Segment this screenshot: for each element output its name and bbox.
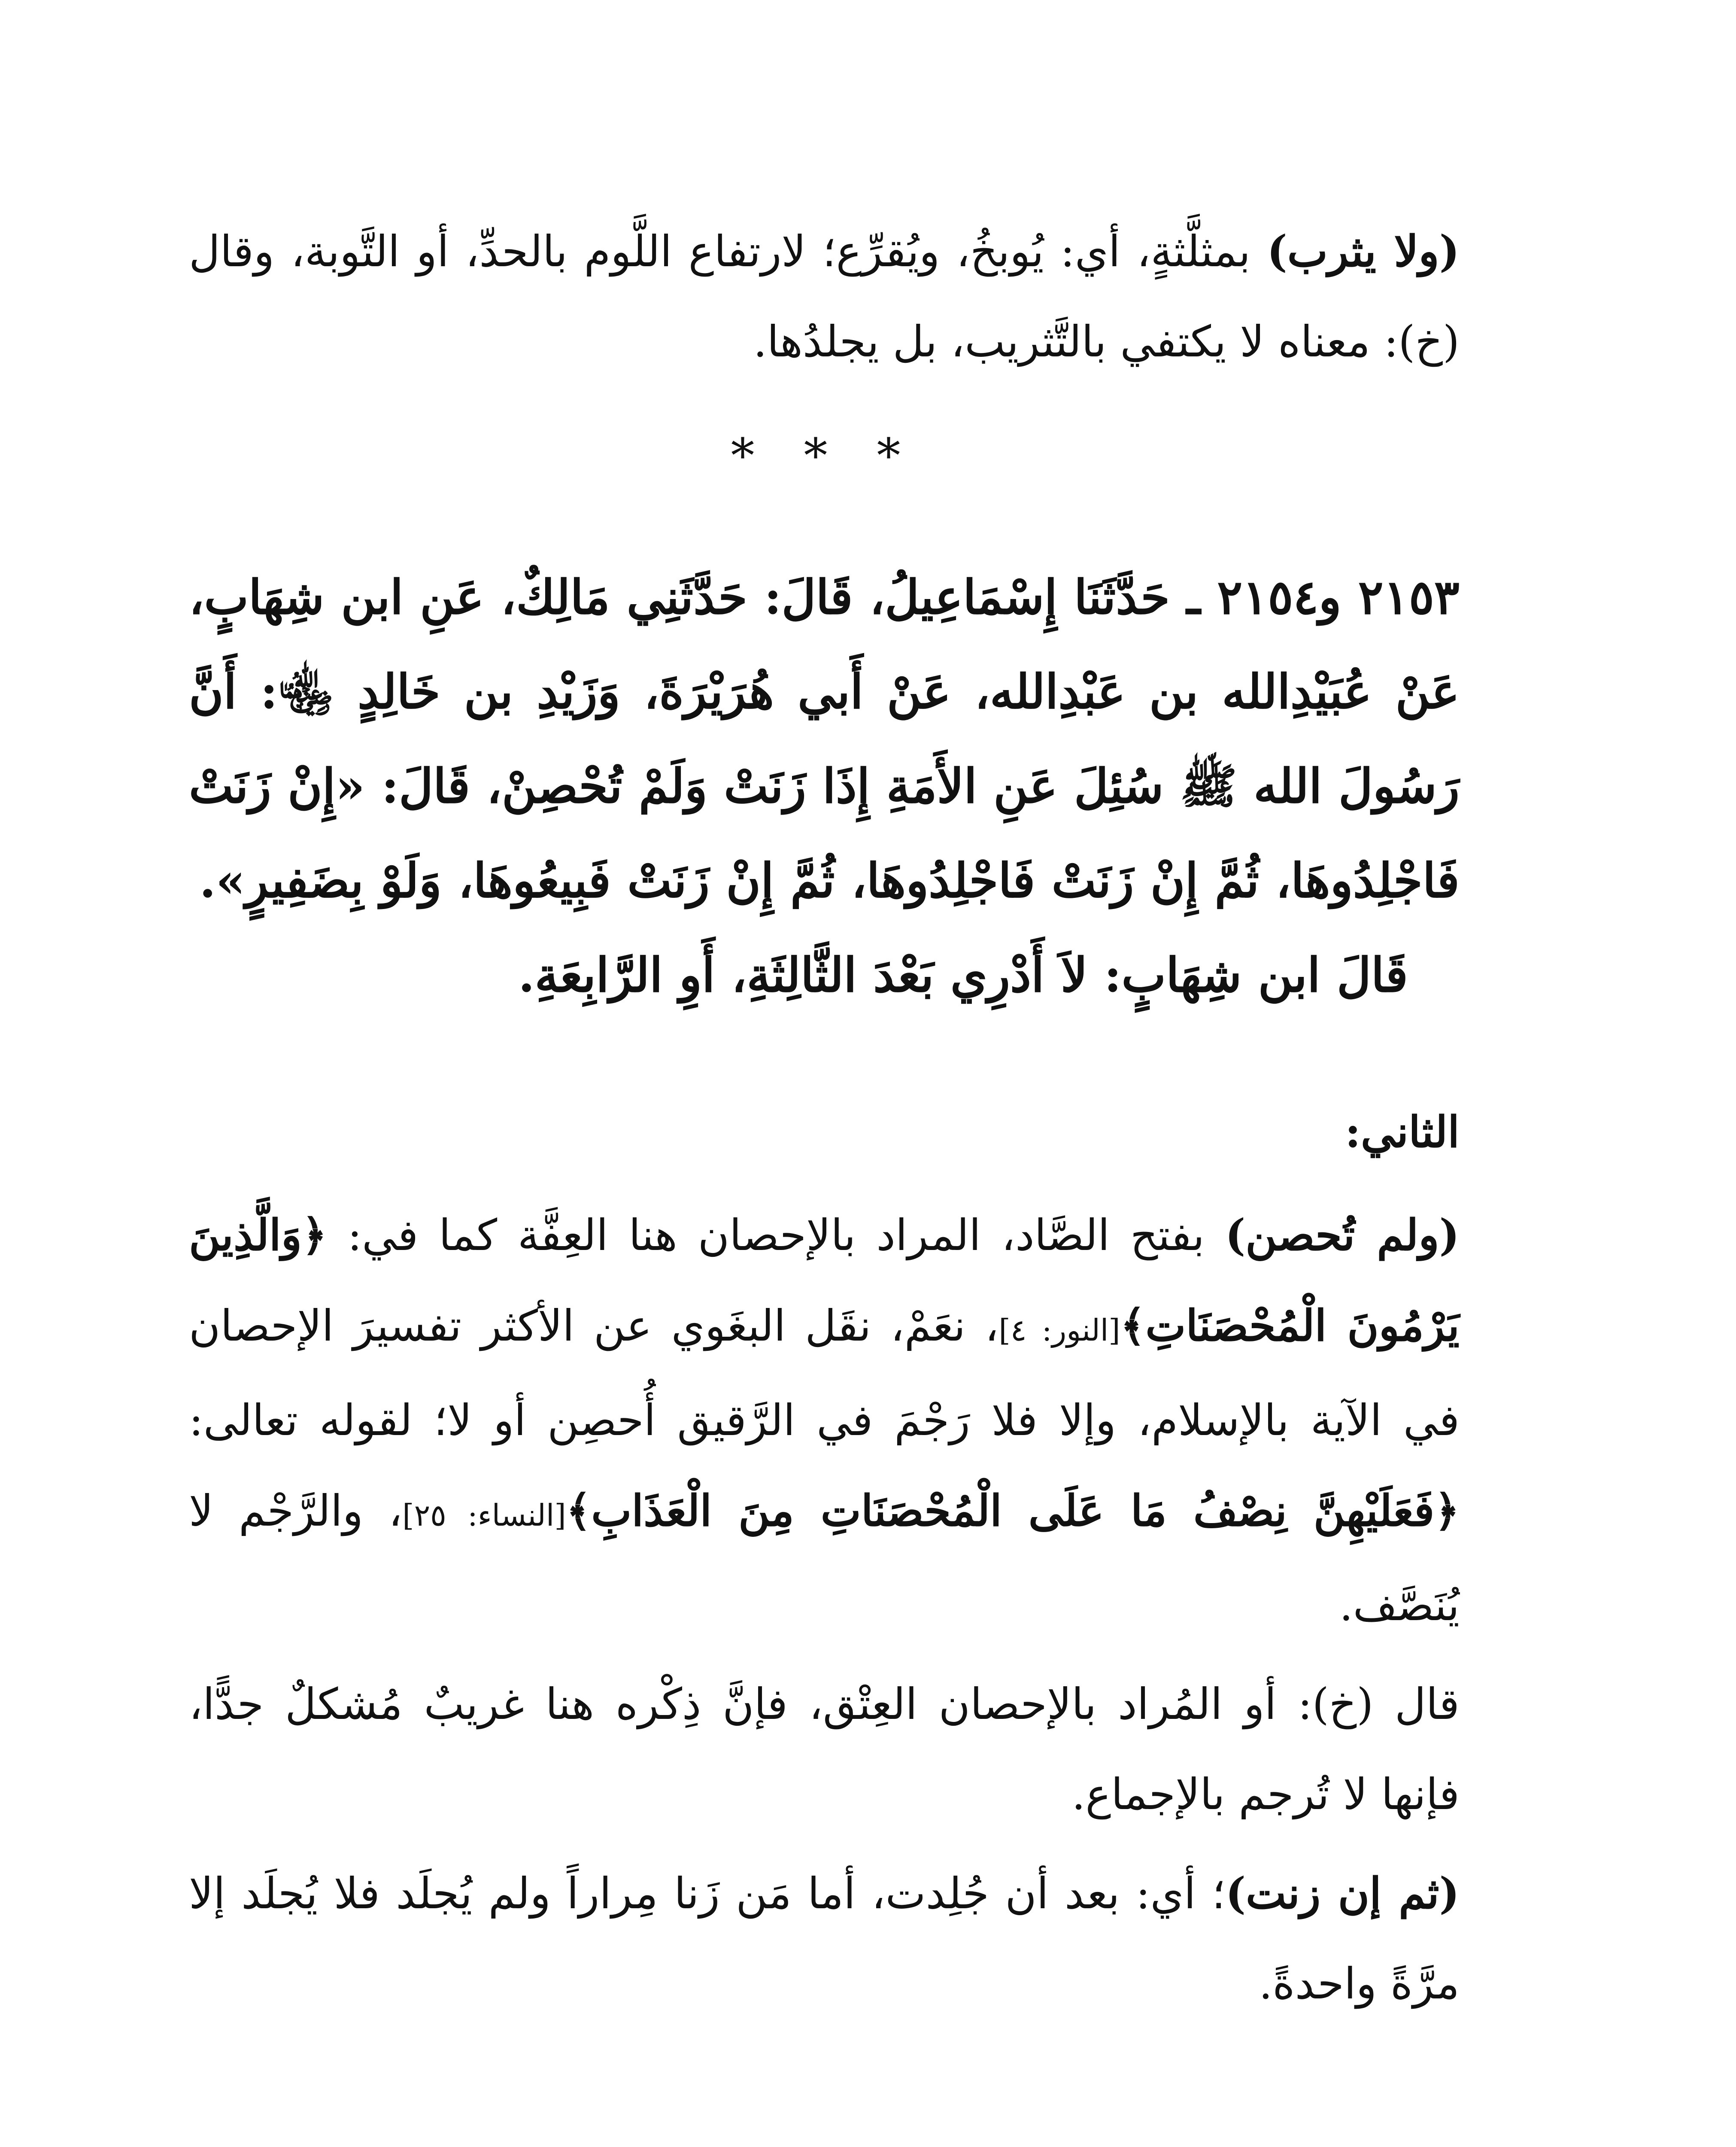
commentary-text-1b: ، نعَمْ، نقَل البغَوي عن الأكثر تفسيرَ الإحصان في الآية بالإسلام، وإلا فلا رَجْمَ في الرَّقيق أُحصِن أو لا؛ لقوله تعالى: bbox=[189, 1301, 1460, 1445]
section-separator: * * * bbox=[731, 428, 918, 483]
commentary-paragraph-2: قال (خ): أو المُراد بالإحصان العِتْق، فإنَّ ذِكْره هنا غريبٌ مُشكلٌ جدًّا، فإنها لا تُرجم بالإجماع. bbox=[189, 1679, 1460, 1819]
intro-text: بمثلَّثةٍ، أي: يُوبخُ، ويُقرِّع؛ لارتفاع اللَّوم بالحدِّ، أو التَّوبة، وقال (خ): معناه لا يكتفي بالتَّثريب، بل يجلدُها. bbox=[189, 226, 1460, 367]
intro-paragraph bbox=[189, 206, 1460, 387]
commentary-text-3: ؛ أي: بعد أن جُلِدت، أما مَن زَنا مِراراً ولم يُجلَد فلا يُجلَد إلا مرَّةً واحدةً. bbox=[189, 1868, 1460, 2009]
commentary-keyword-3: (ثم إن زنت) bbox=[1225, 1868, 1460, 1919]
quran-reference-1: [النور: ٤] bbox=[999, 1313, 1120, 1348]
commentary-paragraph-3 bbox=[189, 1848, 1460, 2029]
intro-keyword: (ولا يثرب) bbox=[1267, 226, 1460, 277]
commentary-text-1a: بفتح الصَّاد، المراد بالإحصان هنا العِفَّة كما في: bbox=[327, 1210, 1225, 1260]
hadith-note: قَالَ ابن شِهَابٍ: لاَ أَدْرِي بَعْدَ الثَّالِثَةِ، أَوِ الرَّابِعَةِ. bbox=[518, 947, 1408, 1003]
quran-reference-2: [النساء: ٢٥] bbox=[402, 1498, 566, 1533]
quran-quote-2: ﴿فَعَلَيْهِنَّ نِصْفُ مَا عَلَى الْمُحْصَنَاتِ مِنَ الْعَذَابِ﴾ bbox=[566, 1485, 1460, 1536]
commentary-keyword-1: (ولم تُحصن) bbox=[1225, 1210, 1460, 1260]
page-body bbox=[189, 206, 1460, 2147]
hadith-text: ٢١٥٣ و٢١٥٤ ـ حَدَّثَنَا إِسْمَاعِيلُ، قَالَ: حَدَّثَنِي مَالِكٌ، عَنِ ابن شِهَابٍ، عَنْ عُبَيْدِالله بن عَبْدِالله، عَنْ أَبي هُرَيْرَةَ، وَزَيْدِ بن خَالِدٍ ﵄: أَنَّ رَسُولَ الله ﷺ سُئِلَ عَنِ الأَمَةِ إِذَا زَنَتْ وَلَمْ تُحْصِنْ، قَالَ: «إِنْ زَنَتْ فَاجْلِدُوهَا، ثُمَّ إِنْ زَنَتْ فَاجْلِدُوهَا، ثُمَّ إِنْ زَنَتْ فَبِيعُوهَا، وَلَوْ بِضَفِيرٍ». bbox=[189, 569, 1460, 908]
commentary-paragraph-1 bbox=[189, 1190, 1460, 1651]
commentary-text-1c: ، والرَّجْم لا يُنَصَّف. bbox=[189, 1486, 1460, 1630]
commentary-heading: الثاني: bbox=[1345, 1107, 1460, 1157]
quran-quote-1: ﴿وَالَّذِينَ يَرْمُونَ الْمُحْصَنَاتِ﴾ bbox=[189, 1210, 1460, 1351]
